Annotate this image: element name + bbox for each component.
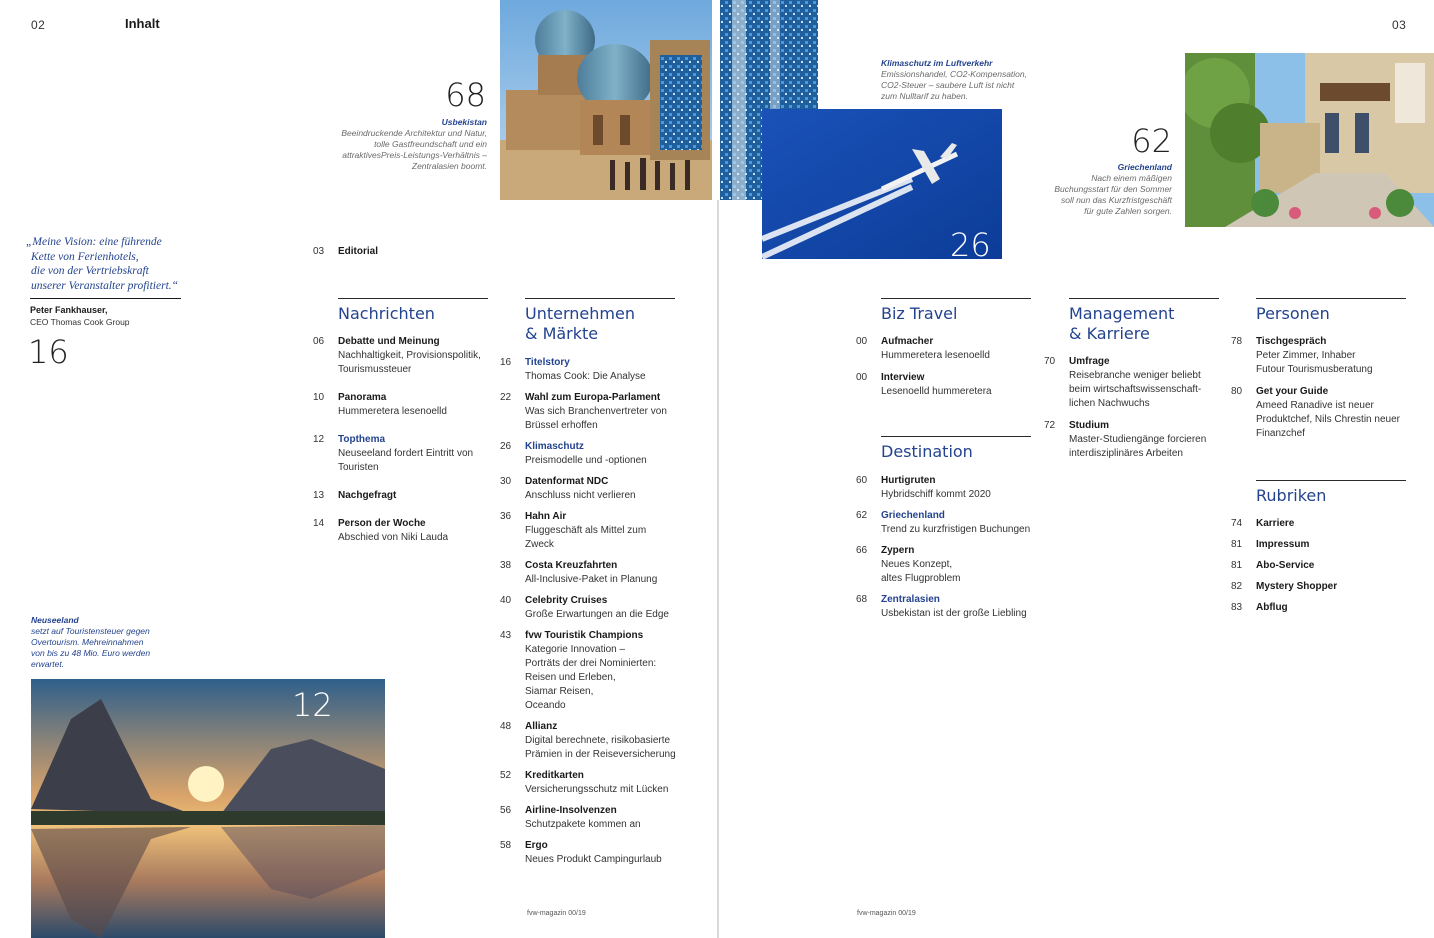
page-ref: 52: [500, 770, 512, 781]
toc-entry[interactable]: [500, 510, 690, 552]
section-nachrichten: [338, 298, 488, 324]
entry-description: Kategorie Innovation –: [525, 644, 626, 655]
entry-description: Futour Tourismusberatung: [1256, 364, 1373, 375]
page-ref: 72: [1044, 420, 1056, 431]
entry-description: Finanzchef: [1256, 428, 1305, 439]
feature-caption-neuseeland: Neuseeland setzt auf Touristensteuer gegen Overtourism. Mehreinnahmen von bis zu 48 Mio. Euro werden erwartet.: [31, 615, 191, 670]
entry-description: Preismodelle und -optionen: [525, 455, 647, 466]
page-ref: 81: [1231, 560, 1243, 571]
page-ref: 43: [500, 630, 512, 641]
section-biztravel: [881, 298, 1031, 324]
feature-number-68: 68: [445, 76, 486, 114]
entry-title: Klimaschutz: [525, 441, 584, 452]
toc-entry[interactable]: [856, 335, 1046, 363]
page-ref: 26: [500, 441, 512, 452]
toc-entry[interactable]: [313, 517, 503, 545]
page-ref: 36: [500, 511, 512, 522]
greece-village-photo: [1185, 53, 1434, 227]
section-title-line: Biz Travel: [881, 304, 958, 323]
section-title-line: Personen: [1256, 304, 1330, 323]
entry-description: lichen Nachwuchs: [1069, 398, 1150, 409]
entry-description: Versicherungsschutz mit Lücken: [525, 784, 669, 795]
toc-entry[interactable]: [500, 559, 690, 587]
entry-title: Abo-Service: [1256, 560, 1315, 571]
page-ref: 00: [856, 372, 868, 383]
entry-title: Ergo: [525, 840, 548, 851]
page-ref: 58: [500, 840, 512, 851]
feature-caption-klimaschutz: Klimaschutz im Luftverkehr Emissionshandel, CO2-Kompensation, CO2-Steuer – saubere Luft ist nicht zum Nulltarif zu haben.: [881, 58, 1061, 102]
toc-entry[interactable]: [1044, 419, 1234, 461]
entry-description: Prämien in der Reiseversicherung: [525, 749, 676, 760]
entry-description: Neues Produkt Campingurlaub: [525, 854, 662, 865]
page-ref: 62: [856, 510, 868, 521]
entry-title: Panorama: [338, 392, 387, 403]
entry-description: Neues Konzept,: [881, 559, 953, 570]
entry-description: Usbekistan ist der große Liebling: [881, 608, 1027, 619]
entry-title: Kreditkarten: [525, 770, 584, 781]
toc-entry[interactable]: [1231, 335, 1421, 377]
entry-title: Mystery Shopper: [1256, 581, 1338, 592]
toc-entry[interactable]: [313, 335, 503, 377]
entry-description: Digital berechnete, risikobasierte: [525, 735, 671, 746]
section-title: [1069, 299, 1219, 344]
entry-description: Tourismussteuer: [338, 364, 412, 375]
entry-title: fvw Touristik Champions: [525, 630, 644, 641]
section-management: [1069, 298, 1219, 344]
section-title: [881, 437, 1031, 462]
quote-divider: [30, 298, 181, 299]
toc-entry[interactable]: [1231, 517, 1421, 531]
footer-right: fvw-magazin 00/19: [857, 910, 916, 917]
entry-description: Nachhaltigkeit, Provisionspolitik,: [338, 350, 481, 361]
entry-description: Trend zu kurzfristigen Buchungen: [881, 524, 1031, 535]
entry-title: Interview: [881, 372, 925, 383]
toc-entry[interactable]: [313, 391, 503, 419]
section-title: [1256, 481, 1406, 506]
entry-title: Airline-Insolvenzen: [525, 805, 617, 816]
toc-entry[interactable]: [500, 391, 690, 433]
toc-entry[interactable]: [500, 475, 690, 503]
section-title: [881, 299, 1031, 324]
quote-author: Peter Fankhauser,: [30, 305, 108, 315]
entry-title: Tischgespräch: [1256, 336, 1327, 347]
entry-title: Wahl zum Europa-Parlament: [525, 392, 661, 403]
entry-description: Master-Studiengänge forcieren: [1069, 434, 1207, 445]
page-ref: 70: [1044, 356, 1056, 367]
toc-entry[interactable]: [856, 509, 1046, 537]
feature-caption-usbekistan: Usbekistan Beeindruckende Architektur und Natur, tolle Gastfreundschaft und ein attraktivesPreis-Leistungs-Verhältnis – Zentralasien boomt.: [316, 117, 487, 172]
entry-title: Karriere: [1256, 518, 1295, 529]
toc-entry[interactable]: [1231, 601, 1421, 615]
section-title-line: Rubriken: [1256, 486, 1327, 505]
toc-entry[interactable]: [1231, 385, 1421, 441]
entry-title: Impressum: [1256, 539, 1310, 550]
caption-title: Neuseeland: [31, 615, 79, 625]
feature-number-12: 12: [292, 686, 333, 724]
toc-entry[interactable]: [500, 356, 690, 384]
page-ref: 66: [856, 545, 868, 556]
section-title-line: Unternehmen: [525, 304, 635, 323]
page-heading: Inhalt: [125, 16, 160, 31]
entry-title: Nachgefragt: [338, 490, 397, 501]
entry-description: Abschied von Niki Lauda: [338, 532, 449, 543]
page-ref: 81: [1231, 539, 1243, 550]
entry-description: Lesenoelld hummeretera: [881, 386, 992, 397]
page-ref: 16: [500, 357, 512, 368]
entry-title: Aufmacher: [881, 336, 934, 347]
section-title-line: Destination: [881, 442, 973, 461]
page-number-left: 02: [31, 18, 46, 32]
entry-title: Umfrage: [1069, 356, 1110, 367]
page-number-right: 03: [1392, 18, 1407, 32]
entry-description: Schutzpakete kommen an: [525, 819, 641, 830]
entry-description: Brüssel erhoffen: [525, 420, 598, 431]
entry-description: Produktchef, Nils Chrestin neuer: [1256, 414, 1400, 425]
entry-title: Costa Kreuzfahrten: [525, 560, 618, 571]
section-title-line: Nachrichten: [338, 304, 435, 323]
entry-title: Debatte und Meinung: [338, 336, 440, 347]
entry-description: Reisebranche weniger beliebt: [1069, 370, 1201, 381]
entry-title: Abflug: [1256, 602, 1288, 613]
entry-title: Datenformat NDC: [525, 476, 609, 487]
entry-title: Zypern: [881, 545, 915, 556]
toc-entry[interactable]: [856, 544, 1046, 586]
footer-left: fvw-magazin 00/19: [527, 910, 586, 917]
page-ref: 22: [500, 392, 512, 403]
entry-title: Person der Woche: [338, 518, 426, 529]
entry-description: Siamar Reisen,: [525, 686, 594, 697]
pull-quote: „Meine Vision: eine führende Kette von Ferienhotels, die von der Vertriebskraft unserer Veranstalter profitiert.“: [26, 236, 179, 292]
entry-title: Hurtigruten: [881, 475, 936, 486]
entry-description: Fluggeschäft als Mittel zum: [525, 525, 647, 536]
entry-title: Hahn Air: [525, 511, 567, 522]
entry-description: altes Flugproblem: [881, 573, 961, 584]
entry-description: Ameed Ranadive ist neuer: [1256, 400, 1374, 411]
toc-entry[interactable]: [1231, 580, 1421, 594]
entry-title: Topthema: [338, 434, 386, 445]
toc-entry[interactable]: [1044, 355, 1234, 411]
page-ref: 40: [500, 595, 512, 606]
entry-description: Peter Zimmer, Inhaber: [1256, 350, 1356, 361]
entry-description: Porträts der drei Nominierten:: [525, 658, 657, 669]
page-ref: 06: [313, 336, 325, 347]
entry-description: Touristen: [338, 462, 379, 473]
entry-title: Allianz: [525, 721, 558, 732]
quote-author-role: CEO Thomas Cook Group: [30, 317, 130, 327]
section-personen: [1256, 298, 1406, 324]
page-ref: 00: [856, 336, 868, 347]
page-ref: 14: [313, 518, 325, 529]
toc-entry[interactable]: [313, 489, 503, 503]
section-unternehmen: [525, 298, 675, 344]
caption-title: Usbekistan: [441, 117, 487, 127]
page-ref: 74: [1231, 518, 1243, 529]
page-ref: 78: [1231, 336, 1243, 347]
page-ref: 38: [500, 560, 512, 571]
toc-entry[interactable]: [500, 839, 690, 867]
entry-description: Reisen und Erleben,: [525, 672, 616, 683]
page-ref: 83: [1231, 602, 1243, 613]
page-ref: 13: [313, 490, 325, 501]
page-ref: 56: [500, 805, 512, 816]
entry-description: Hybridschiff kommt 2020: [881, 489, 991, 500]
entry-description: Was sich Branchenvertreter von: [525, 406, 667, 417]
entry-title: Celebrity Cruises: [525, 595, 608, 606]
section-title-line: & Karriere: [1069, 324, 1150, 343]
entry-description: interdisziplinäres Arbeiten: [1069, 448, 1183, 459]
page-ref: 82: [1231, 581, 1243, 592]
entry-description: Neuseeland fordert Eintritt von: [338, 448, 474, 459]
feature-number-26: 26: [950, 226, 991, 264]
section-title: [338, 299, 488, 324]
page-ref: 80: [1231, 386, 1243, 397]
page-ref: 68: [856, 594, 868, 605]
section-destination: [881, 436, 1031, 462]
page-ref: 48: [500, 721, 512, 732]
caption-title: Griechenland: [1117, 162, 1172, 172]
entry-description: Anschluss nicht verlieren: [525, 490, 636, 501]
section-rubriken: [1256, 480, 1406, 506]
section-title: [1256, 299, 1406, 324]
entry-description: Oceando: [525, 700, 566, 711]
toc-entry[interactable]: [500, 769, 690, 797]
toc-entry[interactable]: [856, 371, 1046, 399]
page-ref: 60: [856, 475, 868, 486]
section-title-line: Management: [1069, 304, 1175, 323]
section-title-line: & Märkte: [525, 324, 599, 343]
entry-description: Große Erwartungen an die Edge: [525, 609, 669, 620]
toc-entry[interactable]: [500, 720, 690, 762]
toc-entry[interactable]: [500, 594, 690, 622]
toc-entry[interactable]: [313, 433, 503, 475]
entry-title: Titelstory: [525, 357, 570, 368]
page-ref: 30: [500, 476, 512, 487]
toc-entry[interactable]: [856, 593, 1046, 621]
feature-number-62: 62: [1131, 122, 1172, 160]
entry-description: Thomas Cook: Die Analyse: [525, 371, 646, 382]
entry-title: Griechenland: [881, 510, 945, 521]
entry-description: Hummeretera lesenoelld: [881, 350, 990, 361]
toc-entry[interactable]: [1231, 559, 1421, 573]
page-ref: 12: [313, 434, 325, 445]
feature-number-16: 16: [28, 333, 69, 371]
entry-description: Zweck: [525, 539, 554, 550]
entry-title: Studium: [1069, 420, 1109, 431]
section-title: [525, 299, 675, 344]
toc-entry[interactable]: [856, 474, 1046, 502]
entry-title: Get your Guide: [1256, 386, 1329, 397]
caption-title: Klimaschutz im Luftverkehr: [881, 58, 993, 68]
toc-entry[interactable]: [500, 804, 690, 832]
toc-entry[interactable]: [500, 440, 690, 468]
entry-description: beim wirtschaftswissenschaft-: [1069, 384, 1202, 395]
toc-entry[interactable]: [1231, 538, 1421, 552]
feature-caption-griechenland: Griechenland Nach einem mäßigen Buchungsstart für den Sommer soll nun das Kurzfristgeschäft für gute Zahlen sorgen.: [1020, 162, 1172, 217]
page-ref: 10: [313, 392, 325, 403]
entry-description: All-Inclusive-Paket in Planung: [525, 574, 658, 585]
entry-title: Zentralasien: [881, 594, 940, 605]
entry-description: Hummeretera lesenoelld: [338, 406, 447, 417]
toc-entry[interactable]: [500, 629, 690, 713]
